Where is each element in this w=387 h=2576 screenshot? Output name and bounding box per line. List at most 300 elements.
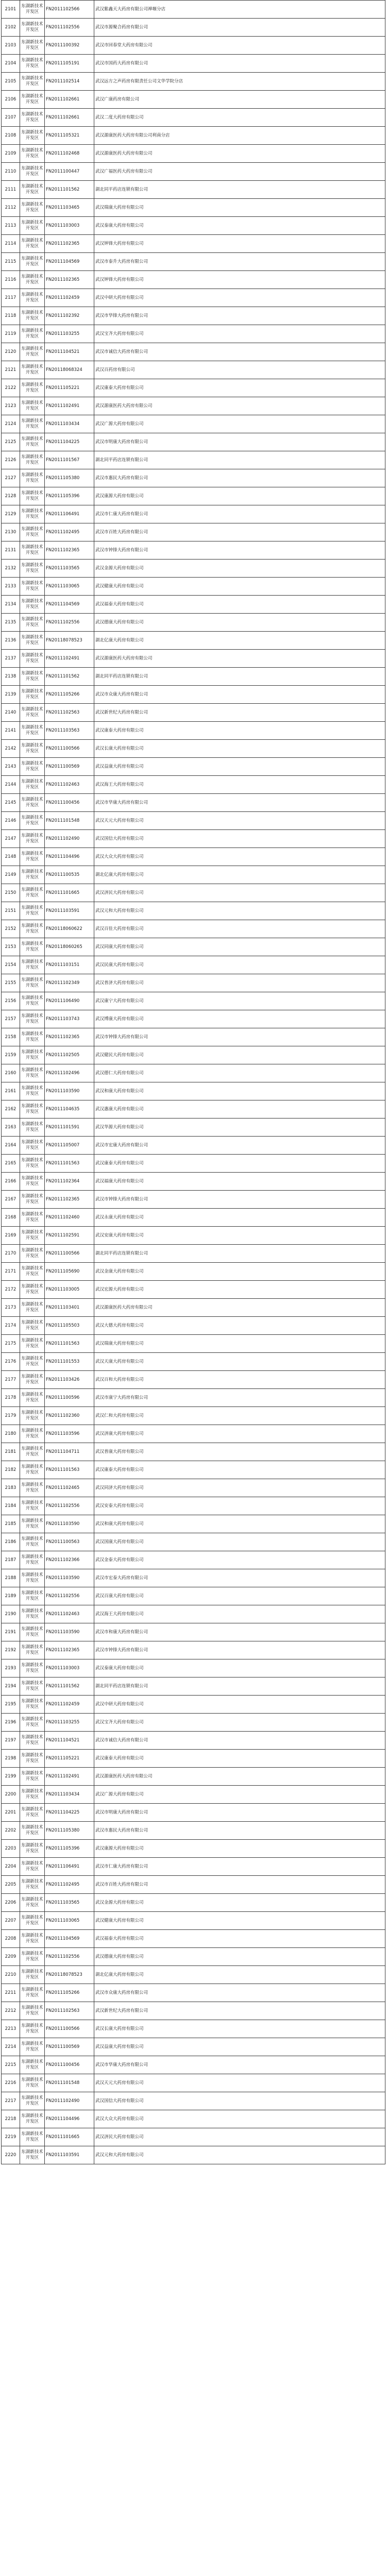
- district-cell: 东湖新技术开发区: [20, 1641, 45, 1659]
- store-name-cell: 武汉中研大药房有限公司: [94, 1696, 385, 1714]
- row-index-cell: 2194: [2, 1677, 20, 1696]
- district-cell: 东湖新技术开发区: [20, 289, 45, 307]
- table-row: [2, 1317, 385, 1335]
- district-cell: 东湖新技术开发区: [20, 830, 45, 848]
- district-cell: 东湖新技术开发区: [20, 181, 45, 199]
- table-row: [2, 2128, 385, 2146]
- row-index-cell: 2214: [2, 2038, 20, 2056]
- table-row: [2, 1804, 385, 1822]
- district-cell: 东湖新技术开发区: [20, 974, 45, 992]
- table-row: [2, 1948, 385, 1966]
- row-index-cell: 2117: [2, 289, 20, 307]
- store-name-cell: 武汉市钟锋大药房有限公司: [94, 1191, 385, 1209]
- license-code-cell: FN2011106490: [45, 992, 94, 1010]
- table-row: [2, 1569, 385, 1587]
- license-code-cell: FN2011104496: [45, 848, 94, 866]
- license-code-cell: FN2011104521: [45, 1732, 94, 1750]
- row-index-cell: 2135: [2, 614, 20, 632]
- district-cell: 东湖新技术开发区: [20, 37, 45, 55]
- license-code-cell: FN2011102556: [45, 614, 94, 632]
- row-index-cell: 2124: [2, 415, 20, 433]
- row-index-cell: 2151: [2, 902, 20, 920]
- store-name-cell: 武汉康泰大药房有限公司: [94, 1750, 385, 1768]
- district-cell: 东湖新技术开发区: [20, 1930, 45, 1948]
- table-row: [2, 1930, 385, 1948]
- district-cell: 东湖新技术开发区: [20, 884, 45, 902]
- license-code-cell: FN2011103596: [45, 1425, 94, 1443]
- table-row: [2, 632, 385, 650]
- district-cell: 东湖新技术开发区: [20, 1461, 45, 1479]
- district-cell: 东湖新技术开发区: [20, 686, 45, 704]
- row-index-cell: 2201: [2, 1804, 20, 1822]
- store-name-cell: 武汉康泰大药房有限公司: [94, 1461, 385, 1479]
- table-row: [2, 1046, 385, 1064]
- row-index-cell: 2125: [2, 433, 20, 451]
- table-row: [2, 1677, 385, 1696]
- license-code-cell: FN2011102591: [45, 1227, 94, 1245]
- store-name-cell: 湖北亿康大药房有限公司: [94, 1966, 385, 1984]
- district-cell: 东湖新技术开发区: [20, 2092, 45, 2110]
- store-name-cell: 湖北同平药店连锁有限公司: [94, 1245, 385, 1263]
- table-row: [2, 487, 385, 505]
- store-name-cell: 武汉市回春堂大药房有限公司: [94, 37, 385, 55]
- license-code-cell: FN2011100566: [45, 1245, 94, 1263]
- store-name-cell: 武汉大众大药房有限公司: [94, 2110, 385, 2128]
- license-code-cell: FN20118078523: [45, 1966, 94, 1984]
- license-code-cell: FN2011100596: [45, 1389, 94, 1407]
- table-row: [2, 361, 385, 379]
- store-name-cell: 武汉源康医药大药房有限公司: [94, 397, 385, 415]
- district-cell: 东湖新技术开发区: [20, 2020, 45, 2038]
- store-name-cell: 武汉安康大药房有限公司: [94, 1227, 385, 1245]
- district-cell: 东湖新技术开发区: [20, 776, 45, 794]
- license-code-cell: FN2011100566: [45, 2020, 94, 2038]
- row-index-cell: 2208: [2, 1930, 20, 1948]
- license-code-cell: FN2011100392: [45, 37, 94, 55]
- table-row: [2, 992, 385, 1010]
- license-code-cell: FN2011102563: [45, 704, 94, 722]
- district-cell: 东湖新技术开发区: [20, 1263, 45, 1281]
- district-cell: 东湖新技术开发区: [20, 433, 45, 451]
- license-code-cell: FN2011103591: [45, 2146, 94, 2164]
- district-cell: 东湖新技术开发区: [20, 1677, 45, 1696]
- table-row: [2, 2092, 385, 2110]
- row-index-cell: 2213: [2, 2020, 20, 2038]
- license-code-cell: FN2011104635: [45, 1100, 94, 1118]
- table-row: [2, 1335, 385, 1353]
- row-index-cell: 2181: [2, 1443, 20, 1461]
- table-row: [2, 1894, 385, 1912]
- store-name-cell: 武汉仁和大药房有限公司: [94, 1407, 385, 1425]
- store-name-cell: 武汉大德大药房有限公司: [94, 1317, 385, 1335]
- district-cell: 东湖新技术开发区: [20, 794, 45, 812]
- table-row: [2, 884, 385, 902]
- license-code-cell: FN2011102365: [45, 1641, 94, 1659]
- row-index-cell: 2168: [2, 1209, 20, 1227]
- table-row: [2, 902, 385, 920]
- table-row: [2, 848, 385, 866]
- table-row: [2, 1533, 385, 1551]
- store-name-cell: 武汉源康医药大药房有限公司: [94, 1768, 385, 1786]
- store-name-cell: 武汉市百姓大药房有限公司: [94, 1876, 385, 1894]
- table-row: [2, 668, 385, 686]
- district-cell: 东湖新技术开发区: [20, 145, 45, 163]
- license-code-cell: FN2011104569: [45, 1930, 94, 1948]
- license-code-cell: FN2011101665: [45, 2128, 94, 2146]
- row-index-cell: 2146: [2, 812, 20, 830]
- license-code-cell: FN2011103590: [45, 1082, 94, 1100]
- district-cell: 东湖新技术开发区: [20, 487, 45, 505]
- district-cell: 东湖新技术开发区: [20, 614, 45, 632]
- store-name-cell: 武汉泰康大药房有限公司: [94, 217, 385, 235]
- table-row: [2, 1425, 385, 1443]
- store-name-cell: 武汉济民大药房有限公司: [94, 884, 385, 902]
- row-index-cell: 2160: [2, 1064, 20, 1082]
- store-name-cell: 武汉宝齐大药房有限公司: [94, 325, 385, 343]
- row-index-cell: 2185: [2, 1515, 20, 1533]
- table-row: [2, 37, 385, 55]
- row-index-cell: 2176: [2, 1353, 20, 1371]
- table-row: [2, 1173, 385, 1191]
- district-cell: 东湖新技术开发区: [20, 902, 45, 920]
- table-row: [2, 1840, 385, 1858]
- district-cell: 东湖新技术开发区: [20, 1118, 45, 1137]
- store-name-cell: 武汉长康大药房有限公司: [94, 740, 385, 758]
- district-cell: 东湖新技术开发区: [20, 1912, 45, 1930]
- row-index-cell: 2186: [2, 1533, 20, 1551]
- row-index-cell: 2143: [2, 758, 20, 776]
- row-index-cell: 2149: [2, 866, 20, 884]
- row-index-cell: 2167: [2, 1191, 20, 1209]
- row-index-cell: 2202: [2, 1822, 20, 1840]
- license-code-cell: FN2011103003: [45, 217, 94, 235]
- table-row: [2, 1245, 385, 1263]
- table-row: [2, 1551, 385, 1569]
- district-cell: 东湖新技术开发区: [20, 163, 45, 181]
- table-row: [2, 1768, 385, 1786]
- row-index-cell: 2131: [2, 541, 20, 560]
- row-index-cell: 2162: [2, 1100, 20, 1118]
- district-cell: 东湖新技术开发区: [20, 1010, 45, 1028]
- district-cell: 东湖新技术开发区: [20, 217, 45, 235]
- store-name-cell: 武汉市明康大药房有限公司: [94, 1804, 385, 1822]
- license-code-cell: FN2011101591: [45, 1118, 94, 1137]
- store-name-cell: 武汉永康大药房有限公司: [94, 1209, 385, 1227]
- table-row: [2, 740, 385, 758]
- table-row: [2, 1479, 385, 1497]
- district-cell: 东湖新技术开发区: [20, 1, 45, 19]
- row-index-cell: 2218: [2, 2110, 20, 2128]
- license-code-cell: FN2011104521: [45, 343, 94, 361]
- store-name-cell: 武汉市华康大药房有限公司: [94, 2056, 385, 2074]
- district-cell: 东湖新技术开发区: [20, 325, 45, 343]
- row-index-cell: 2164: [2, 1137, 20, 1155]
- row-index-cell: 2175: [2, 1335, 20, 1353]
- district-cell: 东湖新技术开发区: [20, 758, 45, 776]
- store-list-table: [1, 0, 385, 2164]
- table-row: [2, 1, 385, 19]
- store-name-cell: 武汉钟锋大药房有限公司: [94, 235, 385, 253]
- license-code-cell: FN2011101563: [45, 1461, 94, 1479]
- store-name-cell: 武汉福泰大药房有限公司: [94, 1930, 385, 1948]
- row-index-cell: 2156: [2, 992, 20, 1010]
- store-name-cell: 湖北同平药店连锁有限公司: [94, 1677, 385, 1696]
- row-index-cell: 2141: [2, 722, 20, 740]
- license-code-cell: FN2011105221: [45, 1750, 94, 1768]
- store-name-cell: 武汉安泰大药房有限公司: [94, 1497, 385, 1515]
- row-index-cell: 2152: [2, 920, 20, 938]
- table-row: [2, 1858, 385, 1876]
- store-name-cell: 武汉宏源大药房有限公司: [94, 1281, 385, 1299]
- district-cell: 东湖新技术开发区: [20, 2056, 45, 2074]
- row-index-cell: 2106: [2, 91, 20, 109]
- license-code-cell: FN2011102460: [45, 1209, 94, 1227]
- license-code-cell: FN2011101567: [45, 451, 94, 469]
- store-name-cell: 武汉市钟锋大药房有限公司: [94, 1028, 385, 1046]
- license-code-cell: FN2011101562: [45, 181, 94, 199]
- row-index-cell: 2129: [2, 505, 20, 523]
- district-cell: 东湖新技术开发区: [20, 2146, 45, 2164]
- district-cell: 东湖新技术开发区: [20, 2002, 45, 2020]
- store-name-cell: 武汉海王大药房有限公司: [94, 776, 385, 794]
- table-row: [2, 758, 385, 776]
- district-cell: 东湖新技术开发区: [20, 1984, 45, 2002]
- table-row: [2, 974, 385, 992]
- license-code-cell: FN2011101548: [45, 812, 94, 830]
- table-row: [2, 1155, 385, 1173]
- license-code-cell: FN2011103255: [45, 1714, 94, 1732]
- license-code-cell: FN2011102556: [45, 1497, 94, 1515]
- store-name-cell: 武汉市百姓大药房有限公司: [94, 523, 385, 541]
- table-row: [2, 415, 385, 433]
- row-index-cell: 2133: [2, 578, 20, 596]
- license-code-cell: FN2011105396: [45, 487, 94, 505]
- store-name-cell: 武汉普济大药房有限公司: [94, 974, 385, 992]
- store-name-cell: 武汉海王大药房有限公司: [94, 1605, 385, 1623]
- license-code-cell: FN2011105321: [45, 127, 94, 145]
- row-index-cell: 2209: [2, 1948, 20, 1966]
- row-index-cell: 2145: [2, 794, 20, 812]
- table-row: [2, 91, 385, 109]
- table-row: [2, 956, 385, 974]
- row-index-cell: 2170: [2, 1245, 20, 1263]
- license-code-cell: FN2011102661: [45, 91, 94, 109]
- row-index-cell: 2128: [2, 487, 20, 505]
- table-row: [2, 1353, 385, 1371]
- store-name-cell: 武汉市华康大药房有限公司: [94, 794, 385, 812]
- license-code-cell: FN2011102556: [45, 1587, 94, 1605]
- store-name-cell: 武汉宝齐大药房有限公司: [94, 1714, 385, 1732]
- district-cell: 东湖新技术开发区: [20, 1569, 45, 1587]
- district-cell: 东湖新技术开发区: [20, 1371, 45, 1389]
- license-code-cell: FN2011101562: [45, 1677, 94, 1696]
- row-index-cell: 2206: [2, 1894, 20, 1912]
- district-cell: 东湖新技术开发区: [20, 938, 45, 956]
- district-cell: 东湖新技术开发区: [20, 253, 45, 271]
- district-cell: 东湖新技术开发区: [20, 1659, 45, 1677]
- table-body: [2, 1, 385, 2164]
- table-row: [2, 271, 385, 289]
- store-name-cell: 武汉长康大药房有限公司: [94, 2020, 385, 2038]
- row-index-cell: 2108: [2, 127, 20, 145]
- district-cell: 东湖新技术开发区: [20, 1191, 45, 1209]
- license-code-cell: FN2011104569: [45, 253, 94, 271]
- table-row: [2, 55, 385, 73]
- store-name-cell: 武汉同康大药房有限公司: [94, 938, 385, 956]
- license-code-cell: FN2011101665: [45, 884, 94, 902]
- license-code-cell: FN2011100563: [45, 1533, 94, 1551]
- row-index-cell: 2132: [2, 560, 20, 578]
- store-name-cell: 武汉益康大药房有限公司: [94, 758, 385, 776]
- row-index-cell: 2138: [2, 668, 20, 686]
- store-name-cell: 武汉元和大药房有限公司: [94, 902, 385, 920]
- row-index-cell: 2195: [2, 1696, 20, 1714]
- row-index-cell: 2205: [2, 1876, 20, 1894]
- store-name-cell: 武汉济民大药房有限公司: [94, 2128, 385, 2146]
- table-row: [2, 1696, 385, 1714]
- row-index-cell: 2197: [2, 1732, 20, 1750]
- table-row: [2, 1515, 385, 1533]
- store-name-cell: 武汉金康大药房有限公司: [94, 1263, 385, 1281]
- store-name-cell: 武汉康泰大药房有限公司: [94, 1155, 385, 1173]
- store-name-cell: 武汉天元大药房有限公司: [94, 812, 385, 830]
- district-cell: 东湖新技术开发区: [20, 1732, 45, 1750]
- row-index-cell: 2154: [2, 956, 20, 974]
- row-index-cell: 2207: [2, 1912, 20, 1930]
- district-cell: 东湖新技术开发区: [20, 1804, 45, 1822]
- store-name-cell: 武汉广源大药房有限公司: [94, 1786, 385, 1804]
- table-row: [2, 1876, 385, 1894]
- row-index-cell: 2105: [2, 73, 20, 91]
- district-cell: 东湖新技术开发区: [20, 505, 45, 523]
- district-cell: 东湖新技术开发区: [20, 1046, 45, 1064]
- row-index-cell: 2144: [2, 776, 20, 794]
- table-row: [2, 1659, 385, 1677]
- table-row: [2, 1822, 385, 1840]
- table-row: [2, 1732, 385, 1750]
- table-row: [2, 253, 385, 271]
- license-code-cell: FN2011103003: [45, 1659, 94, 1677]
- license-code-cell: FN2011105191: [45, 55, 94, 73]
- row-index-cell: 2165: [2, 1155, 20, 1173]
- store-name-cell: 武汉市众康大药房有限公司: [94, 1984, 385, 2002]
- row-index-cell: 2104: [2, 55, 20, 73]
- store-name-cell: 武汉市惠民大药房有限公司: [94, 469, 385, 487]
- row-index-cell: 2136: [2, 632, 20, 650]
- table-row: [2, 1407, 385, 1425]
- table-row: [2, 1461, 385, 1479]
- district-cell: 东湖新技术开发区: [20, 19, 45, 37]
- store-name-cell: 武汉德康大药房有限公司: [94, 614, 385, 632]
- row-index-cell: 2200: [2, 1786, 20, 1804]
- table-row: [2, 812, 385, 830]
- table-row: [2, 1587, 385, 1605]
- row-index-cell: 2147: [2, 830, 20, 848]
- table-row: [2, 2056, 385, 2074]
- license-code-cell: FN2011102505: [45, 1046, 94, 1064]
- district-cell: 东湖新技术开发区: [20, 812, 45, 830]
- district-cell: 东湖新技术开发区: [20, 1407, 45, 1425]
- row-index-cell: 2210: [2, 1966, 20, 1984]
- district-cell: 东湖新技术开发区: [20, 2110, 45, 2128]
- store-name-cell: 武汉市宏泰大药房有限公司: [94, 1569, 385, 1587]
- license-code-cell: FN2011103255: [45, 325, 94, 343]
- district-cell: 东湖新技术开发区: [20, 1425, 45, 1443]
- table-row: [2, 2002, 385, 2020]
- license-code-cell: FN2011102490: [45, 2092, 94, 2110]
- table-row: [2, 307, 385, 325]
- table-row: [2, 343, 385, 361]
- row-index-cell: 2183: [2, 1479, 20, 1497]
- license-code-cell: FN2011100569: [45, 2038, 94, 2056]
- row-index-cell: 2217: [2, 2092, 20, 2110]
- district-cell: 东湖新技术开发区: [20, 307, 45, 325]
- row-index-cell: 2142: [2, 740, 20, 758]
- table-row: [2, 235, 385, 253]
- license-code-cell: FN2011102365: [45, 1191, 94, 1209]
- license-code-cell: FN2011103401: [45, 1299, 94, 1317]
- store-name-cell: 武汉源康医药大药房有限公司利南分店: [94, 127, 385, 145]
- row-index-cell: 2198: [2, 1750, 20, 1768]
- store-name-cell: 武汉百康大药房有限公司: [94, 1587, 385, 1605]
- store-name-cell: 武汉金泰大药房有限公司: [94, 1551, 385, 1569]
- district-cell: 东湖新技术开发区: [20, 578, 45, 596]
- row-index-cell: 2148: [2, 848, 20, 866]
- license-code-cell: FN2011105380: [45, 1822, 94, 1840]
- table-row: [2, 1714, 385, 1732]
- row-index-cell: 2130: [2, 523, 20, 541]
- store-name-cell: 武汉中研大药房有限公司: [94, 289, 385, 307]
- license-code-cell: FN2011105007: [45, 1137, 94, 1155]
- table-row: [2, 1912, 385, 1930]
- table-row: [2, 1605, 385, 1623]
- district-cell: 东湖新技术开发区: [20, 73, 45, 91]
- license-code-cell: FN2011102491: [45, 397, 94, 415]
- table-row: [2, 145, 385, 163]
- license-code-cell: FN2011102556: [45, 1948, 94, 1966]
- table-row: [2, 938, 385, 956]
- district-cell: 东湖新技术开发区: [20, 541, 45, 560]
- row-index-cell: 2192: [2, 1641, 20, 1659]
- license-code-cell: FN2011100566: [45, 740, 94, 758]
- store-name-cell: 武汉市钟锋大药房有限公司: [94, 541, 385, 560]
- table-row: [2, 776, 385, 794]
- district-cell: 东湖新技术开发区: [20, 704, 45, 722]
- table-row: [2, 1191, 385, 1209]
- store-name-cell: 武汉健民大药房有限公司: [94, 1046, 385, 1064]
- store-name-cell: 武汉元和大药房有限公司: [94, 2146, 385, 2164]
- store-name-cell: 武汉远方之声药房有限责任公司文华学院分店: [94, 73, 385, 91]
- license-code-cell: FN2011105380: [45, 469, 94, 487]
- license-code-cell: FN2011102465: [45, 1479, 94, 1497]
- row-index-cell: 2102: [2, 19, 20, 37]
- row-index-cell: 2166: [2, 1173, 20, 1191]
- store-name-cell: 武汉市康宁大药房有限公司: [94, 1389, 385, 1407]
- license-code-cell: FN2011103065: [45, 578, 94, 596]
- license-code-cell: FN2011105221: [45, 379, 94, 397]
- row-index-cell: 2114: [2, 235, 20, 253]
- store-name-cell: 湖北同平药店连锁有限公司: [94, 181, 385, 199]
- table-row: [2, 794, 385, 812]
- license-code-cell: FN2011103590: [45, 1623, 94, 1641]
- row-index-cell: 2121: [2, 361, 20, 379]
- table-row: [2, 2020, 385, 2038]
- license-code-cell: FN20118068324: [45, 361, 94, 379]
- row-index-cell: 2219: [2, 2128, 20, 2146]
- store-name-cell: 武汉瑞康大药房有限公司: [94, 199, 385, 217]
- table-row: [2, 1371, 385, 1389]
- table-row: [2, 614, 385, 632]
